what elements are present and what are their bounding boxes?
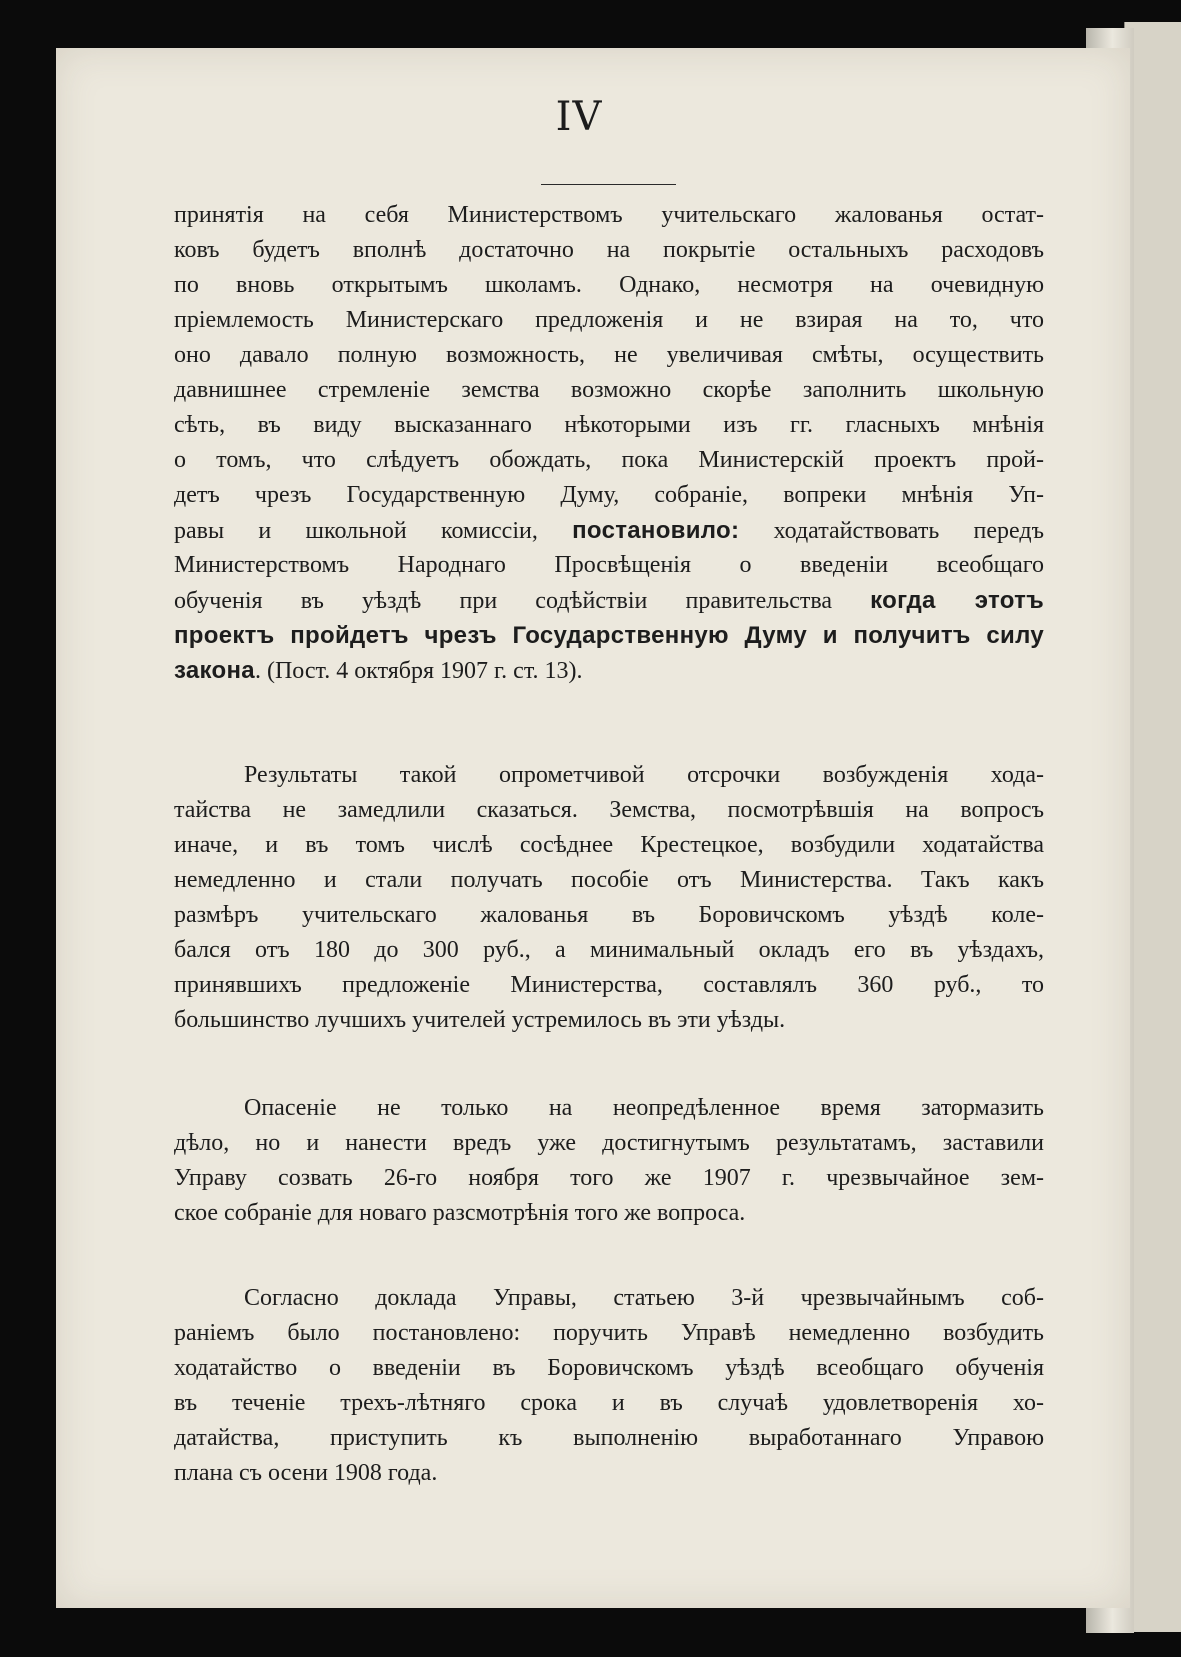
text-line: о томъ, что слѣдуетъ обождать, пока Министерскій проектъ прой-: [174, 447, 1044, 473]
text-line: [174, 583, 1044, 618]
text-line: большинство лучшихъ учителей устремилось въ эти уѣзды.: [174, 1007, 786, 1033]
text-line: Управу созвать 26-го ноября того же 1907 г. чрезвычайное зем-: [174, 1165, 1044, 1191]
text-run: равы и школьной комиссіи,: [174, 518, 573, 544]
text-line: оно давало полную возможность, не увеличивая смѣты, осуществить: [174, 342, 1044, 368]
paragraph-4: [174, 1281, 1044, 1491]
text-line: [174, 618, 1044, 653]
text-line: ковъ будетъ вполнѣ достаточно на покрытіе остальныхъ расходовъ: [174, 237, 1044, 263]
text-line: плана съ осени 1908 года.: [174, 1460, 438, 1486]
text-line: [174, 653, 1044, 688]
paragraph-1: [174, 198, 1044, 688]
text-line: дѣло, но и нанести вредъ уже достигнутымъ результатамъ, заставили: [174, 1130, 1044, 1156]
text-line: размѣръ учительскаго жалованья въ Боровичскомъ уѣздѣ коле-: [174, 902, 1044, 928]
text-line: иначе, и въ томъ числѣ сосѣднее Крестецкое, возбудили ходатайства: [174, 832, 1044, 858]
text-line: пріемлемость Министерскаго предложенія и не взирая на то, что: [174, 307, 1044, 333]
text-line: по вновь открытымъ школамъ. Однако, несмотря на очевидную: [174, 272, 1044, 298]
text-line: ходатайство о введеніи въ Боровичскомъ уѣздѣ всеобщаго обученія: [174, 1355, 1044, 1381]
text-line: Опасеніе не только на неопредѣленное время затормазить: [244, 1095, 1044, 1121]
text-line: Согласно доклада Управы, статьею 3-й чрезвычайнымъ соб-: [244, 1285, 1044, 1311]
text-line: тайства не замедлили сказаться. Земства, посмотрѣвшія на вопросъ: [174, 797, 1044, 823]
bold-text: проектъ пройдетъ чрезъ Государственную Думу и получитъ силу: [174, 622, 1044, 649]
paragraph-2: [174, 758, 1044, 1038]
text-run: ходатайствовать передъ: [739, 518, 1044, 544]
text-run: . (Пост. 4 октября 1907 г. ст. 13).: [254, 658, 583, 684]
text-line: давнишнее стремленіе земства возможно скорѣе заполнить школьную: [174, 377, 1044, 403]
text-line: Министерствомъ Народнаго Просвѣщенія о введеніи всеобщаго: [174, 552, 1044, 578]
text-run: обученія въ уѣздѣ при содѣйствіи правительства: [174, 588, 871, 614]
page-number: IV: [555, 94, 603, 140]
paragraph-3: [174, 1091, 1044, 1231]
bold-text: постановило:: [572, 517, 740, 544]
text-line: [174, 513, 1044, 548]
bold-text: закона: [174, 657, 255, 684]
text-line: Результаты такой опрометчивой отсрочки возбужденія хода-: [244, 762, 1044, 788]
text-line: немедленно и стали получать пособіе отъ Министерства. Такъ какъ: [174, 867, 1044, 893]
text-line: раніемъ было постановлено: поручить Управѣ немедленно возбудить: [174, 1320, 1044, 1346]
text-line: принятія на себя Министерствомъ учительскаго жалованья остат-: [174, 202, 1044, 228]
text-line: принявшихъ предложеніе Министерства, составлялъ 360 руб., то: [174, 972, 1044, 998]
text-line: ское собраніе для новаго разсмотрѣнія того же вопроса.: [174, 1200, 746, 1226]
page-number-rule: [541, 184, 676, 185]
text-line: въ теченіе трехъ-лѣтняго срока и въ случаѣ удовлетворенія хо-: [174, 1390, 1044, 1416]
text-line: детъ чрезъ Государственную Думу, собраніе, вопреки мнѣнія Уп-: [174, 482, 1044, 508]
text-line: бался отъ 180 до 300 руб., а минимальный окладъ его въ уѣздахъ,: [174, 937, 1044, 963]
text-line: сѣть, въ виду высказаннаго нѣкоторыми изъ гг. гласныхъ мнѣнія: [174, 412, 1044, 438]
text-line: датайства, приступить къ выполненію выработаннаго Управою: [174, 1425, 1044, 1451]
bold-text: когда этотъ: [870, 587, 1044, 614]
